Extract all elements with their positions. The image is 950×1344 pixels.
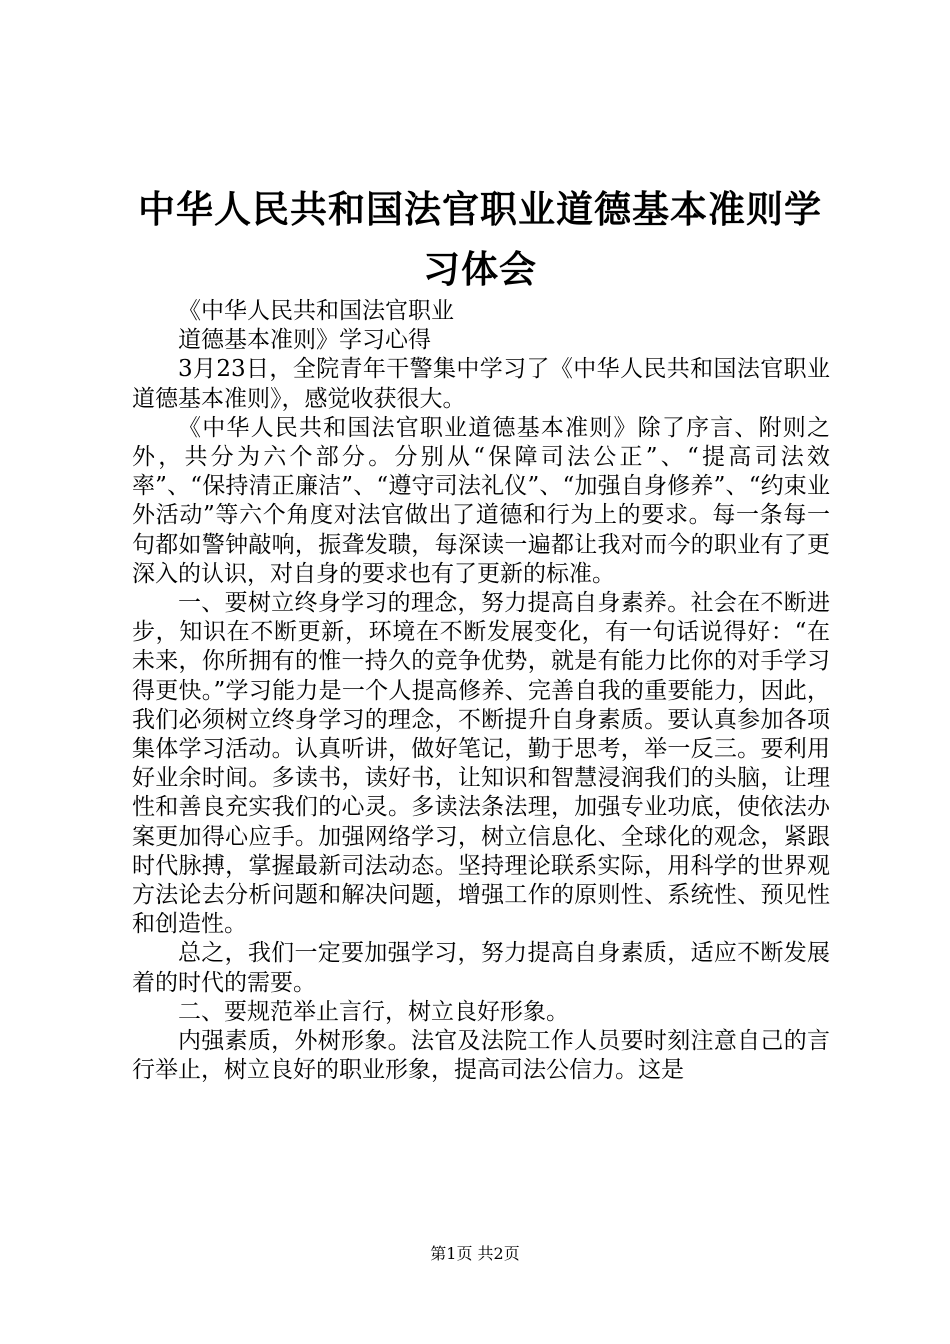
paragraph-summary: 总之，我们一定要加强学习，努力提高自身素质，适应不断发展着的时代的需要。 — [132, 940, 830, 996]
paragraph-section-two-heading: 二、要规范举止言行，树立良好形象。 — [178, 998, 569, 1025]
paragraph-section-two: 内强素质，外树形象。法官及法院工作人员要时刻注意自己的言行举止，树立良好的职业形象，提高司法公信力。这是 — [132, 1028, 830, 1084]
paragraph-overview: 《中华人民共和国法官职业道德基本准则》除了序言、附则之外，共分为六个部分。分别从“保障司法公正”、“提高司法效率”、“保持清正廉洁”、“遵守司法礼仪”、“加强自身修养”、“约束业外活动”等六个角度对法官做出了道德和行为上的要求。每一条每一句都如警钟敲响，振聋发聩，每深读一遍都让我对而今的职业有了更深入的认识，对自身的要求也有了更新的标准。 — [132, 414, 830, 587]
paragraph-subtitle-line-2: 道德基本准则》学习心得 — [178, 327, 431, 354]
page-footer: 第1页 共2页 — [430, 1244, 520, 1263]
paragraph-section-one: 一、要树立终身学习的理念，努力提高自身素养。社会在不断进步，知识在不断更新，环境在不断发展变化，有一句话说得好：“在未来，你所拥有的惟一持久的竞争优势，就是有能力比你的对手学习得更快。”学习能力是一个人提高修养、完善自我的重要能力，因此，我们必须树立终身学习的理念，不断提升自身素质。要认真参加各项集体学习活动。认真听讲，做好笔记，勤于思考，举一反三。要利用好业余时间。多读书，读好书，让知识和智慧浸润我们的头脑，让理性和善良充实我们的心灵。多读法条法理，加强专业功底，使依法办案更加得心应手。加强网络学习，树立信息化、全球化的观念，紧跟时代脉搏，掌握最新司法动态。坚持理论联系实际，用科学的世界观方法论去分析问题和解决问题，增强工作的原则性、系统性、预见性和创造性。 — [132, 590, 830, 938]
document-title: 中华人民共和国法官职业道德基本准则学习体会 — [138, 188, 822, 291]
paragraph-intro: 3月23日，全院青年干警集中学习了《中华人民共和国法官职业道德基本准则》，感觉收获很大。 — [132, 356, 830, 412]
document-body — [132, 297, 830, 1085]
paragraph-subtitle-line-1: 《中华人民共和国法官职业 — [178, 298, 454, 324]
